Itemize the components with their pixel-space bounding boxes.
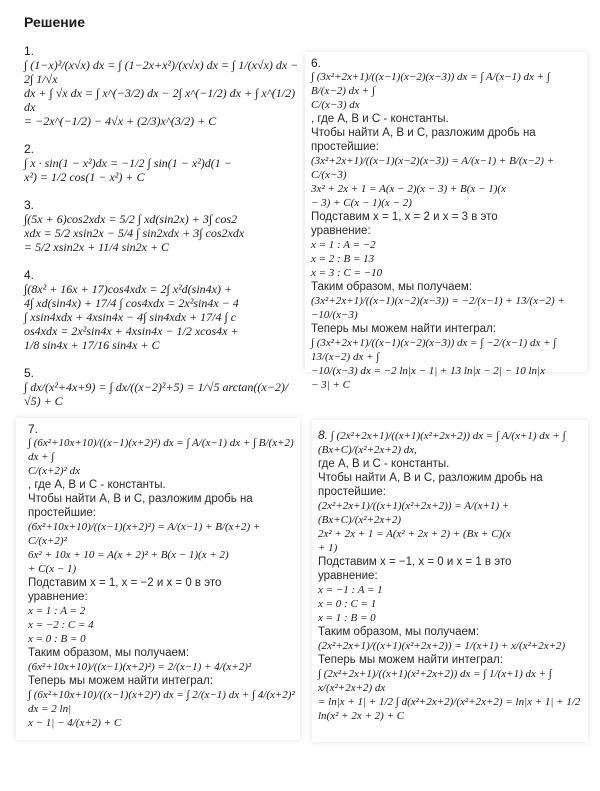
math-text: ∫ (2x²+2x+1)/((x+1)(x²+2x+2)) dx = ∫ A/(x+1) dx + ∫ (Bx+C)/(x²+2x+2) dx, (318, 430, 566, 456)
math-line: ∫ xsin4xdx + 4xsin4x − 4∫ sin4xdx + 17/4 ∫ c (24, 310, 237, 324)
text-line: уравнение: (311, 225, 371, 237)
math-line: (3x²+2x+1)/((x−1)(x−2)(x−3)) = −2/(x−1) + 13/(x−2) + −10/(x−3) (311, 295, 565, 321)
math-line: 3x² + 2x + 1 = A(x − 2)(x − 3) + B(x − 1)(x (311, 183, 506, 195)
text-line: простейшие: (318, 486, 386, 498)
math-line: (2x²+2x+1)/((x+1)(x²+2x+2)) = A/(x+1) + (Bx+C)/(x²+2x+2) (318, 500, 510, 526)
math-line: ln(x² + 2x + 2) + C (318, 710, 405, 722)
math-line: = 5/2 xsin2x + 11/4 sin2x + C (24, 240, 170, 254)
problems-list (16, 44, 300, 408)
math-line: (3x²+2x+1)/((x−1)(x−2)(x−3)) = A/(x−1) + B/(x−2) + C/(x−3) (311, 155, 555, 181)
math-line: − 3) + C(x − 1)(x − 2) (311, 197, 412, 209)
math-line: (6x²+10x+10)/((x−1)(x+2)²) = 2/(x−1) + 4/(x+2)² (28, 661, 252, 673)
problem-8-lines (318, 428, 588, 723)
text-line: уравнение: (28, 591, 88, 603)
math-line: C/(x−3) dx (311, 99, 360, 111)
solutions-panel-1-5 (16, 8, 300, 408)
problem-number: 2. (24, 142, 35, 156)
text-line: где A, B и C - константы. (318, 458, 450, 470)
math-line: x − 1| − 4/(x+2) + C (28, 717, 122, 729)
math-line: 1/8 sin4x + 17/16 sin4x + C (24, 338, 160, 352)
math-line: ∫ (6x²+10x+10)/((x−1)(x+2)²) dx = ∫ 2/(x−1) dx + ∫ 4/(x+2)² dx = 2 ln| (28, 689, 295, 715)
text-line: простейшие: (28, 507, 96, 519)
problem-number: 1. (24, 44, 35, 58)
math-line: = ln|x + 1| + 1/2 ∫ d(x²+2x+2)/(x²+2x+2) = ln|x + 1| + 1/2 (318, 696, 581, 708)
problem-number: 3. (24, 198, 35, 212)
text-line: Таким образом, мы получаем: (311, 281, 473, 293)
math-line: x = 2 : B = 13 (311, 253, 375, 265)
text-line: Теперь мы можем найти интеграл: (311, 323, 496, 335)
math-line: x = 0 : B = 0 (28, 633, 86, 645)
math-line: ∫ dx/(x²+4x+9) = ∫ dx/((x−2)²+5) = 1/√5 arctan((x−2)/√5) + C (24, 380, 289, 408)
math-line: xdx = 5/2 xsin2x − 5/4 ∫ sin2xdx + 3∫ cos2xdx (24, 226, 245, 240)
math-line: C/(x+2)² dx (28, 465, 80, 477)
math-line: ∫(8x² + 16x + 17)cos4xdx = 2∫ x²d(sin4x) + (24, 282, 233, 296)
text-line: Таким образом, мы получаем: (318, 626, 480, 638)
problem-6-lines (311, 70, 587, 392)
math-line (318, 428, 588, 457)
text-line: Подставим x = 1, x = −2 и x = 0 в это (28, 577, 222, 589)
math-line: (6x²+10x+10)/((x−1)(x+2)²) = A/(x−1) + B/(x+2) + C/(x+2)² (28, 521, 261, 547)
math-line: 2x² + 2x + 1 = A(x² + 2x + 2) + (Bx + C)(x (318, 528, 511, 540)
problem-block (24, 198, 300, 254)
problem-number: 7. (28, 422, 39, 436)
math-line: −10/(x−3) dx = −2 ln|x − 1| + 13 ln|x − 2| − 10 ln|x (311, 365, 545, 377)
text-line: , где A, B и C - константы. (311, 113, 449, 125)
problem-block (24, 44, 300, 128)
math-line: 4∫ xd(sin4x) + 17/4 ∫ cos4xdx = 2x²sin4x − 4 (24, 296, 239, 310)
text-line: Чтобы найти A, B и C, разложим дробь на (318, 472, 543, 484)
problem-number: 4. (24, 268, 35, 282)
text-line: простейшие: (311, 141, 379, 153)
math-line: x = 0 : C = 1 (318, 598, 377, 610)
solution-panel-7 (16, 418, 300, 740)
math-line: x = −1 : A = 1 (318, 584, 383, 596)
problem-7-lines (28, 436, 300, 730)
solution-panel-6 (305, 52, 587, 391)
problem-number: 5. (24, 366, 35, 380)
math-line: (2x²+2x+1)/((x+1)(x²+2x+2)) = 1/(x+1) + x/(x²+2x+2) (318, 640, 566, 652)
math-line: 6x² + 10x + 10 = A(x + 2)² + B(x − 1)(x + 2) (28, 549, 229, 561)
text-line: Теперь мы можем найти интеграл: (28, 675, 213, 687)
math-line: + C(x − 1) (28, 563, 77, 575)
solution-panel-8 (312, 420, 588, 742)
problem-number: 8. (318, 428, 329, 442)
math-line: x²) = 1/2 cos(1 − x²) + C (24, 170, 145, 184)
math-line: ∫ (3x²+2x+1)/((x−1)(x−2)(x−3)) dx = ∫ A/(x−1) dx + ∫ B/(x−2) dx + ∫ (311, 71, 550, 97)
problem-block (24, 268, 300, 352)
math-line: x = 3 : C = −10 (311, 267, 383, 279)
math-line: + 1) (318, 542, 338, 554)
math-line: x = 1 : A = −2 (311, 239, 376, 251)
text-line: Теперь мы можем найти интеграл: (318, 654, 503, 666)
text-line: Подставим x = 1, x = 2 и x = 3 в это (311, 211, 498, 223)
math-line: = −2x^(−1/2) − 4√x + (2/3)x^(3/2) + C (24, 114, 217, 128)
text-line: Подставим x = −1, x = 0 и x = 1 в это (318, 556, 512, 568)
math-line: x = 1 : A = 2 (28, 605, 86, 617)
math-line: x = 1 : B = 0 (318, 612, 376, 624)
math-line: ∫ (1−x)²/(x√x) dx = ∫ (1−2x+x²)/(x√x) dx = ∫ 1/(x√x) dx − 2∫ 1/√x (24, 58, 299, 86)
text-line: Таким образом, мы получаем: (28, 647, 190, 659)
problem-number: 6. (311, 56, 322, 70)
text-line: Чтобы найти A, B и C, разложим дробь на (311, 127, 536, 139)
math-line: ∫(5x + 6)cos2xdx = 5/2 ∫ xd(sin2x) + 3∫ cos2 (24, 212, 238, 226)
text-line: , где A, B и C - константы. (28, 479, 166, 491)
math-line: − 3| + C (311, 379, 350, 391)
math-line: ∫ (6x²+10x+10)/((x−1)(x+2)²) dx = ∫ A/(x−1) dx + ∫ B/(x+2) dx + ∫ (28, 437, 294, 463)
math-line: os4xdx = 2x²sin4x + 4xsin4x − 1/2 xcos4x + (24, 324, 239, 338)
text-line: уравнение: (318, 570, 378, 582)
problem-block (24, 366, 300, 408)
text-line: Чтобы найти A, B и C, разложим дробь на (28, 493, 253, 505)
math-line: ∫ (3x²+2x+1)/((x−1)(x−2)(x−3)) dx = ∫ −2/(x−1) dx + ∫ 13/(x−2) dx + ∫ (311, 337, 557, 363)
page-heading: Решение (24, 14, 86, 30)
math-line: ∫ x · sin(1 − x²)dx = −1/2 ∫ sin(1 − x²)d(1 − (24, 156, 232, 170)
problem-block (24, 142, 300, 184)
math-line: x = −2 : C = 4 (28, 619, 94, 631)
math-line: ∫ (2x²+2x+1)/((x+1)(x²+2x+2)) dx = ∫ 1/(x+1) dx + ∫ x/(x²+2x+2) dx (318, 668, 552, 694)
math-line: dx + ∫ √x dx = ∫ x^(−3/2) dx − 2∫ x^(−1/2) dx + ∫ x^(1/2) dx (24, 86, 296, 114)
